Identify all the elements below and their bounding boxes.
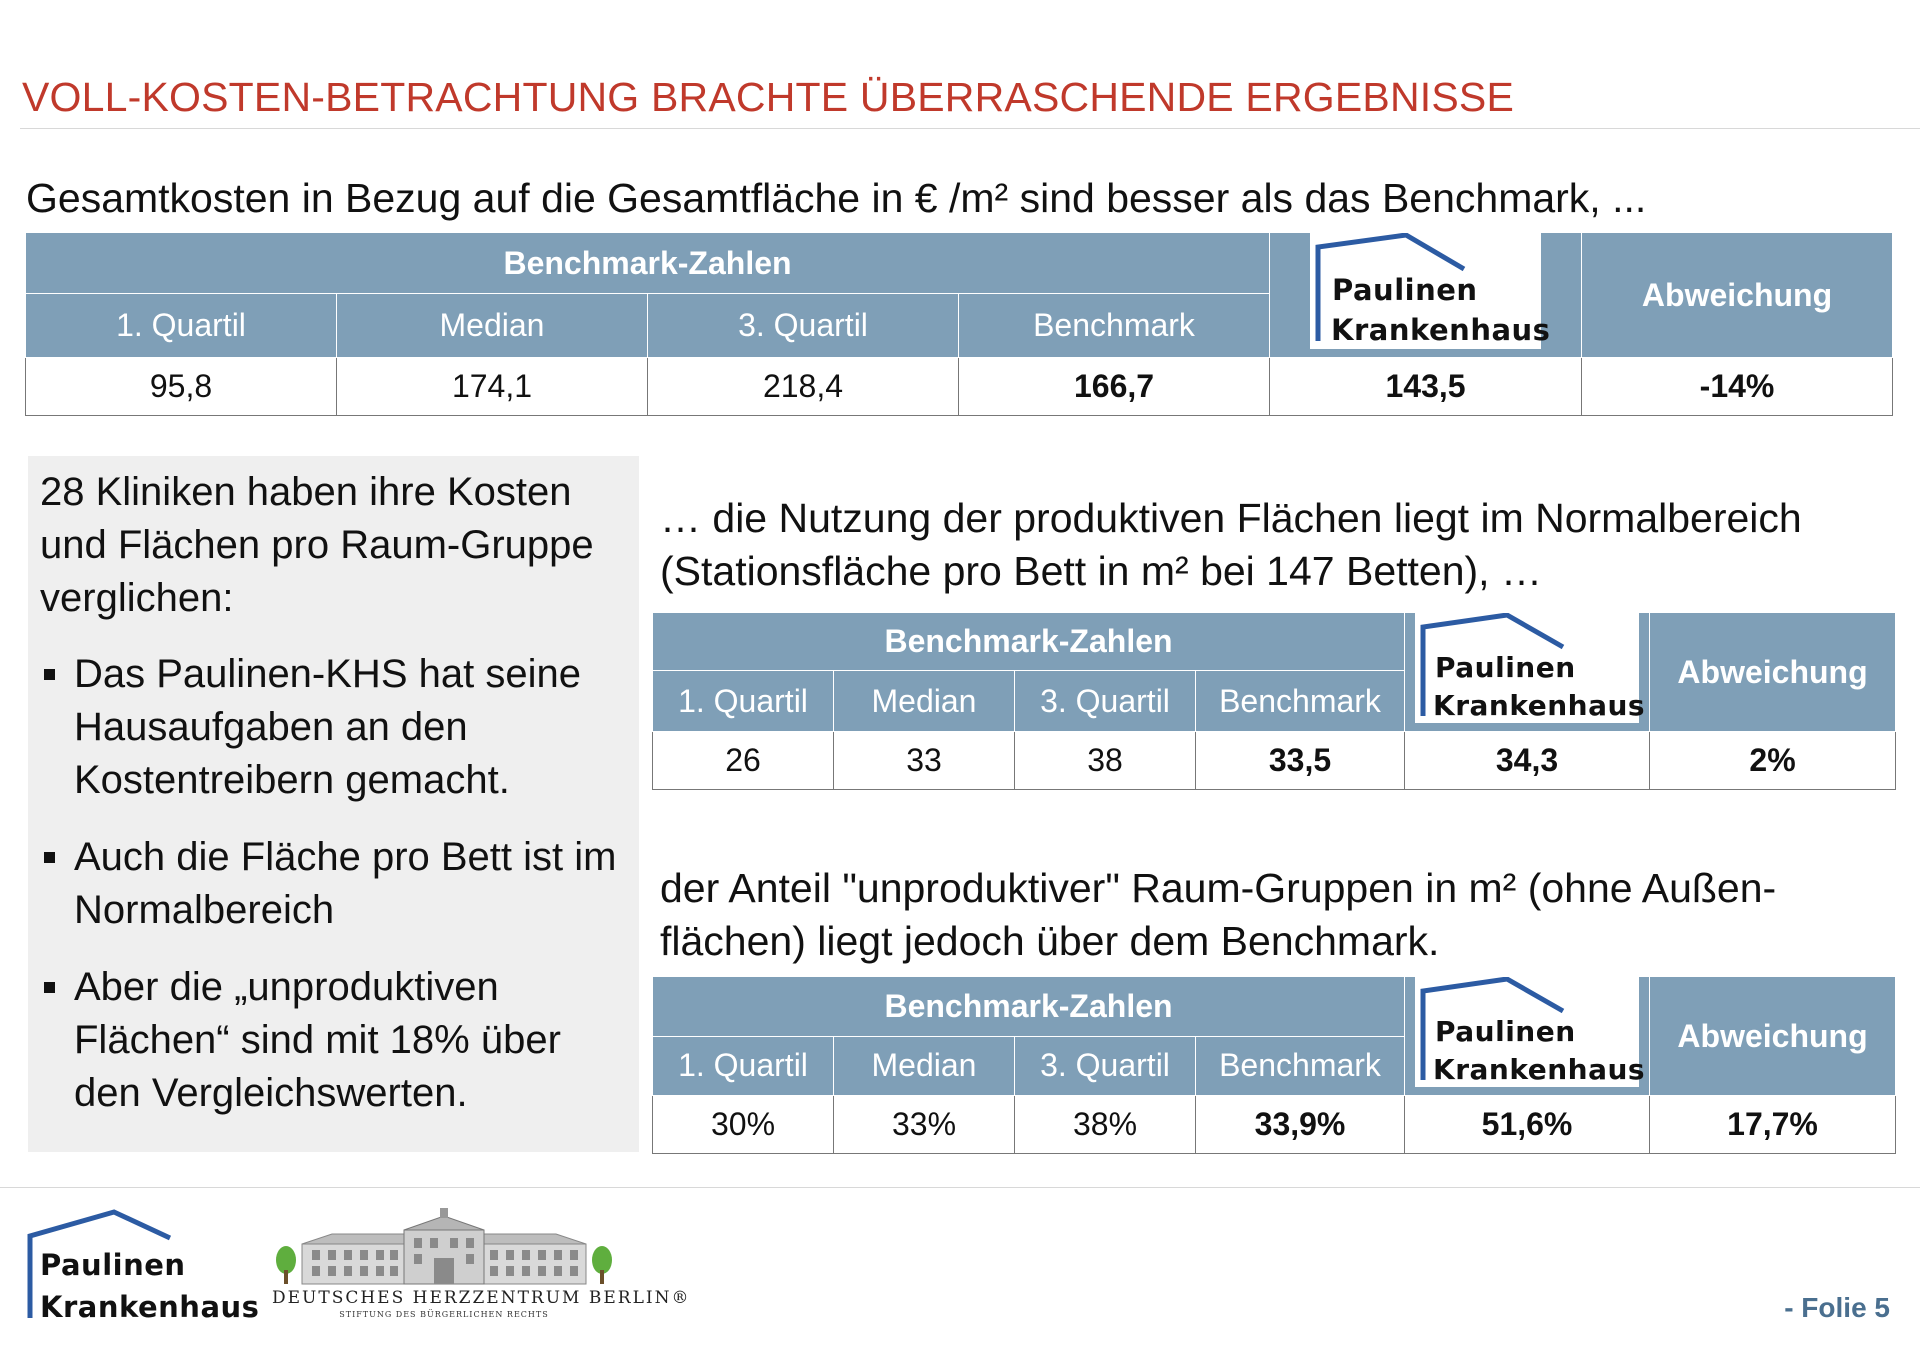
val-q1: 30% <box>653 1096 834 1154</box>
summary-panel <box>28 456 639 1152</box>
logo-cell <box>1405 613 1650 732</box>
val-q3: 38% <box>1015 1096 1196 1154</box>
bullet-item <box>40 831 635 937</box>
val-q3: 38 <box>1015 732 1196 790</box>
logo-text-line2: Krankenhaus <box>1331 313 1551 347</box>
val-median: 174,1 <box>337 358 648 416</box>
val-benchmark: 33,9% <box>1196 1096 1405 1154</box>
group-header: Benchmark-Zahlen <box>26 233 1270 294</box>
group-header: Benchmark-Zahlen <box>653 977 1405 1037</box>
col-median: Median <box>834 671 1015 732</box>
summary-intro: 28 Kliniken haben ihre Kosten und Flächen pro Raum-Gruppe verglichen: <box>40 470 594 620</box>
val-q3: 218,4 <box>648 358 959 416</box>
title-divider <box>20 128 1920 129</box>
col-benchmark: Benchmark <box>1196 1036 1405 1096</box>
val-benchmark: 166,7 <box>959 358 1270 416</box>
col-q1: 1. Quartil <box>26 294 337 358</box>
val-paulinen: 143,5 <box>1270 358 1582 416</box>
slide-number: - Folie 5 <box>1784 1292 1890 1323</box>
col-q1: 1. Quartil <box>653 671 834 732</box>
bullet-text: Aber die „unproduktiven Flächen“ sind mit 18% über den Vergleichswerten. <box>74 965 561 1115</box>
val-deviation: 2% <box>1650 732 1896 790</box>
paulinen-logo <box>1415 613 1646 723</box>
benchmark-table-2 <box>652 612 1896 790</box>
logo-text-line1: Paulinen <box>1332 273 1478 307</box>
logo-text-line1: Paulinen <box>1435 651 1576 684</box>
section2-heading: … die Nutzung der produktiven Flächen liegt im Normalbereich (Stationsfläche pro Bett in m² bei 147 Betten), … <box>660 495 1802 594</box>
val-benchmark: 33,5 <box>1196 732 1405 790</box>
summary-bullets <box>40 648 635 1144</box>
val-paulinen: 51,6% <box>1405 1096 1650 1154</box>
val-paulinen: 34,3 <box>1405 732 1650 790</box>
col-q3: 3. Quartil <box>648 294 959 358</box>
logo-text-line2: Krankenhaus <box>1433 689 1646 722</box>
bullet-square-icon <box>44 852 55 863</box>
bullet-square-icon <box>44 669 55 680</box>
col-benchmark: Benchmark <box>959 294 1270 358</box>
logo-cell <box>1270 233 1582 358</box>
paulinen-logo <box>1310 233 1551 349</box>
dhzb-subtitle: STIFTUNG DES BÜRGERLICHEN RECHTS <box>339 1310 549 1319</box>
bullet-item <box>40 961 635 1120</box>
col-median: Median <box>337 294 648 358</box>
logo-text-line1: Paulinen <box>40 1248 186 1282</box>
deviation-header: Abweichung <box>1582 233 1893 358</box>
building-icon <box>272 1208 616 1288</box>
col-q3: 3. Quartil <box>1015 1036 1196 1096</box>
bullet-text: Auch die Fläche pro Bett ist im Normalbereich <box>74 835 617 932</box>
benchmark-table-3 <box>652 976 1896 1154</box>
slide-title: VOLL-KOSTEN-BETRACHTUNG BRACHTE ÜBERRASCHENDE ERGEBNISSE <box>22 74 1515 120</box>
dhzb-logo <box>272 1208 691 1320</box>
deviation-header: Abweichung <box>1650 613 1896 732</box>
footer-divider <box>0 1187 1920 1188</box>
section1-heading: Gesamtkosten in Bezug auf die Gesamtfläche in € /m² sind besser als das Benchmark, ... <box>26 175 1647 221</box>
section3-heading: der Anteil "unproduktiver" Raum-Gruppen in m² (ohne Außen-flächen) liegt jedoch über dem Benchmark. <box>660 865 1777 964</box>
dhzb-name: DEUTSCHES HERZZENTRUM BERLIN® <box>272 1288 691 1308</box>
val-q1: 26 <box>653 732 834 790</box>
group-header: Benchmark-Zahlen <box>653 613 1405 671</box>
footer-paulinen-logo <box>22 1208 260 1326</box>
logo-text-line2: Krankenhaus <box>40 1290 260 1324</box>
col-benchmark: Benchmark <box>1196 671 1405 732</box>
col-median: Median <box>834 1036 1015 1096</box>
bullet-item <box>40 648 635 807</box>
deviation-header: Abweichung <box>1650 977 1896 1096</box>
benchmark-table-1 <box>25 232 1893 416</box>
val-median: 33% <box>834 1096 1015 1154</box>
val-deviation: -14% <box>1582 358 1893 416</box>
val-median: 33 <box>834 732 1015 790</box>
col-q1: 1. Quartil <box>653 1036 834 1096</box>
col-q3: 3. Quartil <box>1015 671 1196 732</box>
bullet-square-icon <box>44 982 55 993</box>
val-q1: 95,8 <box>26 358 337 416</box>
bullet-text: Das Paulinen-KHS hat seine Hausaufgaben an den Kostentreibern gemacht. <box>74 652 581 802</box>
val-deviation: 17,7% <box>1650 1096 1896 1154</box>
logo-text-line1: Paulinen <box>1435 1015 1576 1048</box>
paulinen-logo <box>1415 977 1646 1087</box>
logo-text-line2: Krankenhaus <box>1433 1053 1646 1086</box>
logo-cell <box>1405 977 1650 1096</box>
